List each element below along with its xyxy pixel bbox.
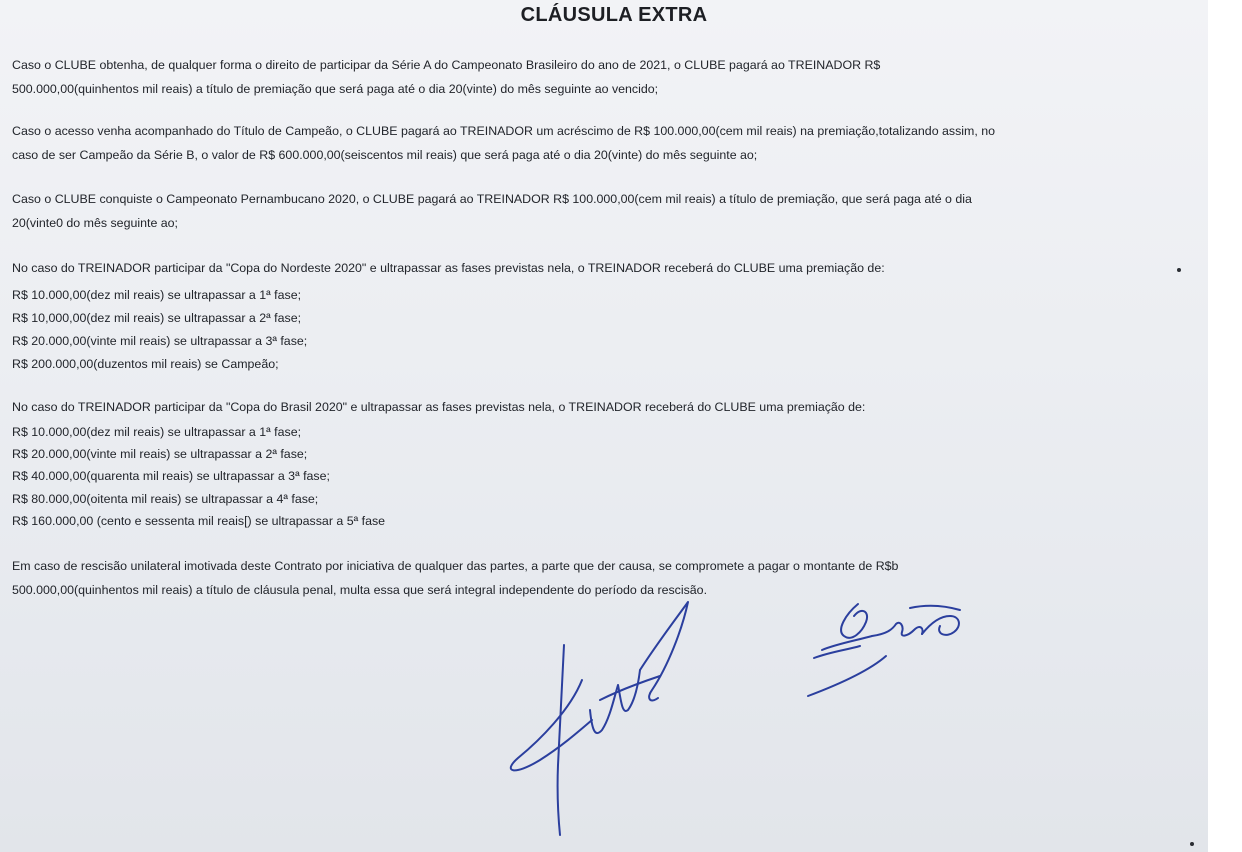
signature-right: [800, 594, 980, 704]
copa-brasil-item: R$ 160.000,00 (cento e sessenta mil reais[) se ultrapassar a 5ª fase: [12, 514, 386, 528]
ink-dot: [1190, 842, 1194, 846]
copa-nordeste-item: R$ 10,000,00(dez mil reais) se ultrapassar a 2ª fase;: [12, 311, 302, 325]
copa-brasil-intro: No caso do TREINADOR participar da "Copa do Brasil 2020" e ultrapassar as fases previstas nela, o TREINADOR receberá do CLUBE uma premiação de:: [12, 400, 866, 414]
copa-brasil-item: R$ 40.000,00(quarenta mil reais) se ultrapassar a 3ª fase;: [12, 469, 330, 483]
copa-nordeste-item: R$ 10.000,00(dez mil reais) se ultrapassar a 1ª fase;: [12, 288, 302, 302]
paragraph-titulo-campeao: [12, 119, 1208, 167]
copa-brasil-item: R$ 20.000,00(vinte mil reais) se ultrapassar a 2ª fase;: [12, 447, 308, 461]
paragraph-line: 20(vinte0 do mês seguinte ao;: [12, 216, 179, 230]
ink-dot: [1177, 268, 1181, 272]
copa-nordeste-item: R$ 200.000,00(duzentos mil reais) se Campeão;: [12, 357, 279, 371]
paragraph-pernambucano: [12, 187, 1208, 235]
paragraph-line: 500.000,00(quinhentos mil reais) a título de premiação que será paga até o dia 20(vinte) do mês seguinte ao vencido;: [12, 82, 659, 96]
copa-nordeste-item: R$ 20.000,00(vinte mil reais) se ultrapassar a 3ª fase;: [12, 334, 308, 348]
paragraph-line: caso de ser Campeão da Série B, o valor de R$ 600.000,00(seiscentos mil reais) que será paga até o dia 20(vinte) do mês seguinte ao;: [12, 148, 758, 162]
document-title: CLÁUSULA EXTRA: [520, 4, 708, 26]
copa-nordeste-intro: No caso do TREINADOR participar da "Copa do Nordeste 2020" e ultrapassar as fases previstas nela, o TREINADOR receberá do CLUBE uma premiação de:: [12, 261, 885, 275]
page-margin: [1208, 0, 1242, 852]
signature-left: [500, 590, 700, 840]
paragraph-line: Caso o CLUBE conquiste o Campeonato Pernambucano 2020, o CLUBE pagará ao TREINADOR R$ 100.000,00(cem mil reais) a título de premiação, que será paga até o dia: [12, 192, 972, 206]
copa-brasil-item: R$ 10.000,00(dez mil reais) se ultrapassar a 1ª fase;: [12, 425, 302, 439]
copa-brasil-item: R$ 80.000,00(oitenta mil reais) se ultrapassar a 4ª fase;: [12, 492, 319, 506]
paragraph-line: 500.000,00(quinhentos mil reais) a título de cláusula penal, multa essa que será integral independente do período da rescisão.: [12, 583, 708, 597]
paragraph-line: Caso o CLUBE obtenha, de qualquer forma o direito de participar da Série A do Campeonato Brasileiro do ano de 2021, o CLUBE pagará ao TREINADOR R$: [12, 58, 881, 72]
paragraph-line: Em caso de rescisão unilateral imotivada deste Contrato por iniciativa de qualquer das partes, a parte que der causa, se compromete a pagar o montante de R$b: [12, 559, 899, 573]
paragraph-line: Caso o acesso venha acompanhado do Título de Campeão, o CLUBE pagará ao TREINADOR um acréscimo de R$ 100.000,00(cem mil reais) na premiação,totalizando assim, no: [12, 124, 996, 138]
paragraph-serie-a: [12, 53, 1208, 101]
